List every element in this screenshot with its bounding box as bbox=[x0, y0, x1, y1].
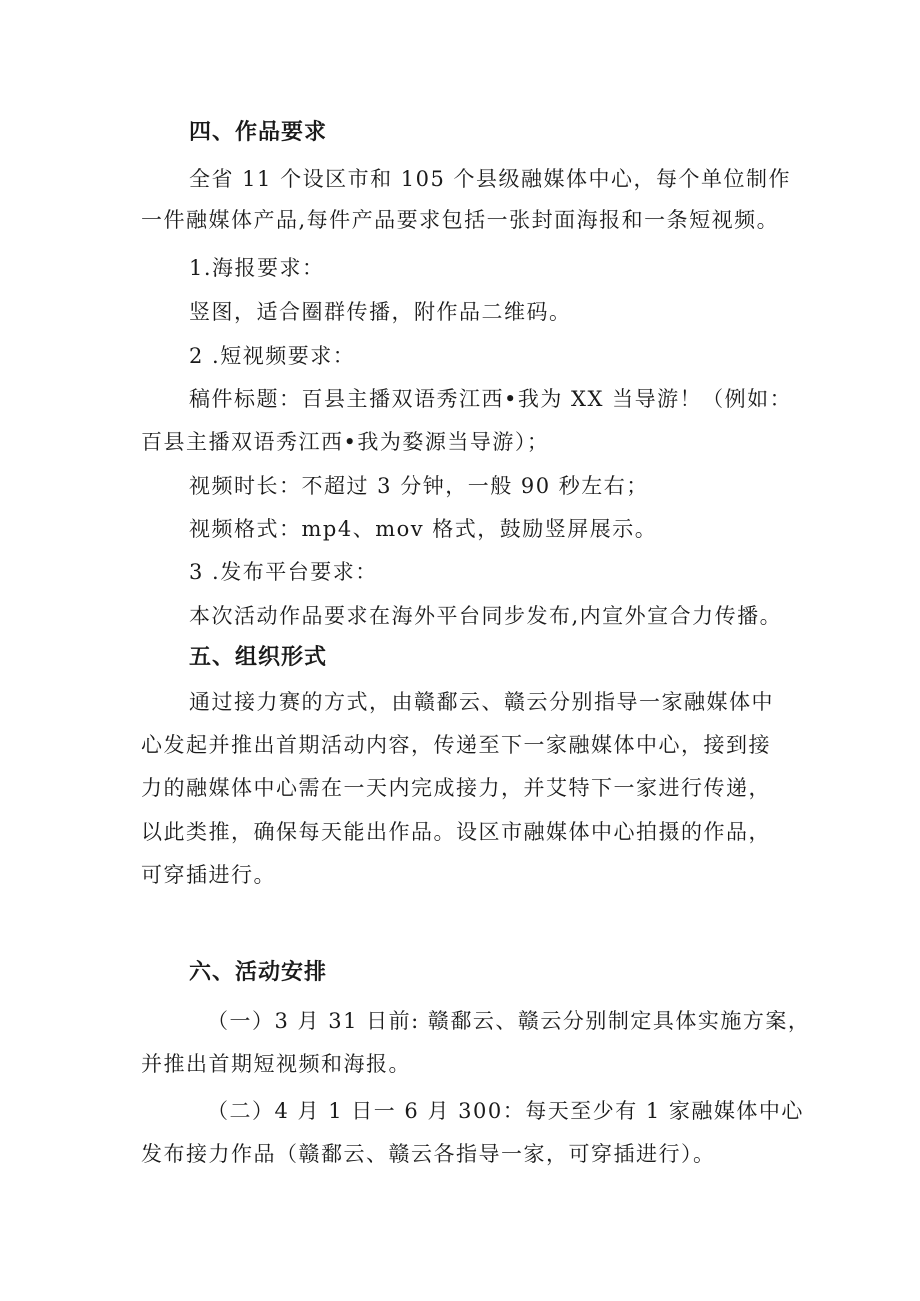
schedule-item-2-line-1: （二）4 月 1 日一 6 月 300：每天至少有 1 家融媒体中心 bbox=[207, 1099, 804, 1123]
section-4-intro-line-2: 一件融媒体产品,每件产品要求包括一张封面海报和一条短视频。 bbox=[141, 208, 780, 232]
platform-requirements-text: 本次活动作品要求在海外平台同步发布,内宣外宣合力传播。 bbox=[189, 604, 783, 628]
section-5-line-4: 以此类推，确保每天能出作品。设区市融媒体中心拍摄的作品， bbox=[141, 820, 771, 844]
platform-requirements-title: 3 .发布平台要求： bbox=[189, 560, 378, 584]
video-format: 视频格式：mp4、mov 格式，鼓励竖屏展示。 bbox=[189, 517, 658, 541]
schedule-item-2-line-2: 发布接力作品（赣鄱云、赣云各指导一家，可穿插进行）。 bbox=[141, 1142, 716, 1166]
section-4-heading: 四、作品要求 bbox=[189, 120, 328, 145]
section-4-intro-line-1: 全省 11 个设区市和 105 个县级融媒体中心，每个单位制作 bbox=[189, 167, 792, 191]
section-5-line-2: 心发起并推出首期活动内容，传递至下一家融媒体中心，接到接 bbox=[141, 733, 771, 757]
poster-requirements-title: 1.海报要求： bbox=[189, 256, 325, 280]
poster-requirements-text: 竖图，适合圈群传播，附作品二维码。 bbox=[189, 300, 572, 324]
section-6-heading: 六、活动安排 bbox=[189, 960, 328, 985]
video-requirements-title: 2 .短视频要求： bbox=[189, 344, 356, 368]
video-duration: 视频时长：不超过 3 分钟，一般 90 秒左右； bbox=[189, 474, 649, 498]
section-5-heading: 五、组织形式 bbox=[189, 645, 328, 670]
section-5-line-5: 可穿插进行。 bbox=[141, 863, 276, 887]
video-title-line-2: 百县主播双语秀江西•我为婺源当导游）； bbox=[141, 430, 550, 454]
schedule-item-1-line-1: （一）3 月 31 日前: 赣鄱云、赣云分别制定具体实施方案， bbox=[207, 1009, 811, 1033]
section-5-line-3: 力的融媒体中心需在一天内完成接力，并艾特下一家进行传递， bbox=[141, 776, 771, 800]
video-title-line-1: 稿件标题：百县主播双语秀江西•我为 XX 当导游！（例如： bbox=[189, 387, 793, 411]
section-5-line-1: 通过接力赛的方式，由赣鄱云、赣云分别指导一家融媒体中 bbox=[189, 690, 774, 714]
schedule-item-1-line-2: 并推出首期短视频和海报。 bbox=[141, 1052, 411, 1076]
